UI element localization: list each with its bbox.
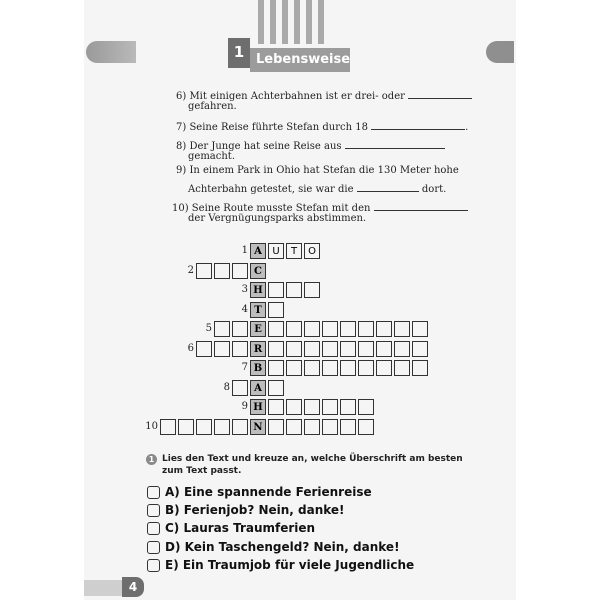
crossword-cell[interactable] bbox=[322, 360, 338, 376]
option-c[interactable]: C) Lauras Traumferien bbox=[147, 521, 315, 537]
chapter-number: 1 bbox=[233, 43, 245, 61]
crossword-cell[interactable] bbox=[358, 360, 374, 376]
crossword-key-cell[interactable]: B bbox=[250, 360, 266, 376]
crossword-cell[interactable] bbox=[358, 419, 374, 435]
question-6-cont: gefahren. bbox=[188, 101, 237, 112]
crossword-row-number: 10 bbox=[145, 421, 158, 432]
crossword-row-number: 3 bbox=[241, 284, 248, 295]
crossword-cell[interactable] bbox=[340, 419, 356, 435]
crossword-cell[interactable] bbox=[394, 360, 410, 376]
crossword-cell[interactable] bbox=[376, 321, 392, 337]
crossword-cell[interactable] bbox=[286, 282, 302, 298]
answer-blank[interactable] bbox=[345, 139, 445, 149]
option-e[interactable]: E) Ein Traumjob für viele Jugendliche bbox=[147, 558, 414, 574]
crossword-cell[interactable] bbox=[286, 321, 302, 337]
task-instruction: Lies den Text und kreuze an, welche Überschrift am besten zum Text passt. bbox=[162, 454, 463, 476]
crossword-key-cell[interactable]: H bbox=[250, 282, 266, 298]
crossword-cell[interactable] bbox=[358, 399, 374, 415]
crossword-filled-cell[interactable]: U bbox=[268, 243, 284, 259]
crossword-cell[interactable] bbox=[214, 341, 230, 357]
crossword-cell[interactable] bbox=[412, 360, 428, 376]
question-10-cont: der Vergnügungsparks abstimmen. bbox=[188, 213, 367, 224]
checkbox[interactable] bbox=[147, 541, 160, 554]
crossword-cell[interactable] bbox=[322, 341, 338, 357]
crossword-cell[interactable] bbox=[376, 360, 392, 376]
crossword-cell[interactable] bbox=[322, 419, 338, 435]
question-8: 8) Der Junge hat seine Reise aus bbox=[176, 139, 445, 153]
answer-blank[interactable] bbox=[357, 182, 419, 192]
crossword-row-number: 2 bbox=[187, 265, 194, 276]
crossword-row-number: 4 bbox=[241, 304, 248, 315]
question-9: 9) In einem Park in Ohio hat Stefan die 130 Meter hohe bbox=[176, 165, 459, 176]
crossword-cell[interactable] bbox=[196, 263, 212, 279]
crossword-key-cell[interactable]: R bbox=[250, 341, 266, 357]
crossword-cell[interactable] bbox=[214, 263, 230, 279]
header-decor-left bbox=[86, 41, 136, 63]
crossword-cell[interactable] bbox=[304, 419, 320, 435]
question-10: 10) Seine Route musste Stefan mit den bbox=[172, 201, 468, 215]
answer-blank[interactable] bbox=[371, 120, 465, 130]
crossword-cell[interactable] bbox=[340, 360, 356, 376]
crossword-cell[interactable] bbox=[304, 282, 320, 298]
crossword-cell[interactable] bbox=[268, 380, 284, 396]
crossword-cell[interactable] bbox=[286, 360, 302, 376]
crossword-row-number: 5 bbox=[205, 323, 212, 334]
option-d[interactable]: D) Kein Taschengeld? Nein, danke! bbox=[147, 540, 400, 556]
page-number: 4 bbox=[122, 577, 144, 597]
crossword-cell[interactable] bbox=[232, 419, 248, 435]
crossword-cell[interactable] bbox=[322, 321, 338, 337]
checkbox[interactable] bbox=[147, 522, 160, 535]
question-7: 7) Seine Reise führte Stefan durch 18 . bbox=[176, 122, 469, 133]
question-8-cont: gemacht. bbox=[188, 151, 236, 162]
crossword-cell[interactable] bbox=[286, 341, 302, 357]
crossword-cell[interactable] bbox=[358, 321, 374, 337]
crossword-cell[interactable] bbox=[178, 419, 194, 435]
crossword-cell[interactable] bbox=[268, 399, 284, 415]
crossword-key-cell[interactable]: A bbox=[250, 243, 266, 259]
crossword-cell[interactable] bbox=[340, 399, 356, 415]
crossword-cell[interactable] bbox=[394, 321, 410, 337]
crossword-cell[interactable] bbox=[232, 321, 248, 337]
crossword-key-cell[interactable]: E bbox=[250, 321, 266, 337]
checkbox[interactable] bbox=[147, 559, 160, 572]
answer-blank[interactable] bbox=[374, 201, 468, 211]
crossword-cell[interactable] bbox=[160, 419, 176, 435]
crossword-row-number: 7 bbox=[241, 362, 248, 373]
question-9-cont: Achterbahn getestet, sie war die dort. bbox=[188, 184, 447, 195]
crossword-cell[interactable] bbox=[340, 321, 356, 337]
option-b[interactable]: B) Ferienjob? Nein, danke! bbox=[147, 503, 345, 519]
crossword-row-number: 6 bbox=[187, 343, 194, 354]
header-decor-right bbox=[486, 41, 514, 63]
crossword-cell[interactable] bbox=[196, 341, 212, 357]
crossword-cell[interactable] bbox=[268, 302, 284, 318]
crossword-key-cell[interactable]: H bbox=[250, 399, 266, 415]
crossword-cell[interactable] bbox=[304, 341, 320, 357]
checkbox[interactable] bbox=[147, 504, 160, 517]
crossword-row-number: 8 bbox=[223, 382, 230, 393]
chapter-title: Lebensweise bbox=[256, 52, 351, 67]
crossword-cell[interactable] bbox=[286, 399, 302, 415]
crossword-cell[interactable] bbox=[304, 360, 320, 376]
crossword-key-cell[interactable]: T bbox=[250, 302, 266, 318]
crossword-cell[interactable] bbox=[268, 341, 284, 357]
checkbox[interactable] bbox=[147, 486, 160, 499]
question-6: 6) Mit einigen Achterbahnen ist er drei- oder bbox=[176, 89, 472, 103]
crossword-cell[interactable] bbox=[268, 321, 284, 337]
crossword-filled-cell[interactable]: O bbox=[304, 243, 320, 259]
crossword-row-number: 9 bbox=[241, 401, 248, 412]
crossword-key-cell[interactable]: A bbox=[250, 380, 266, 396]
crossword-key-cell[interactable]: N bbox=[250, 419, 266, 435]
crossword-cell[interactable] bbox=[232, 263, 248, 279]
answer-blank[interactable] bbox=[408, 89, 472, 99]
crossword-cell[interactable] bbox=[394, 341, 410, 357]
crossword-cell[interactable] bbox=[412, 321, 428, 337]
option-a[interactable]: A) Eine spannende Ferienreise bbox=[147, 485, 372, 501]
crossword-cell[interactable] bbox=[376, 341, 392, 357]
crossword-cell[interactable] bbox=[304, 321, 320, 337]
crossword-filled-cell[interactable]: T bbox=[286, 243, 302, 259]
crossword-row-number: 1 bbox=[241, 245, 248, 256]
crossword-cell[interactable] bbox=[232, 341, 248, 357]
crossword-cell[interactable] bbox=[232, 380, 248, 396]
crossword-cell[interactable] bbox=[286, 419, 302, 435]
crossword-cell[interactable] bbox=[268, 282, 284, 298]
crossword-cell[interactable] bbox=[412, 341, 428, 357]
crossword-cell[interactable] bbox=[268, 360, 284, 376]
crossword-cell[interactable] bbox=[214, 419, 230, 435]
crossword-cell[interactable] bbox=[322, 399, 338, 415]
crossword-cell[interactable] bbox=[214, 321, 230, 337]
crossword-cell[interactable] bbox=[304, 399, 320, 415]
crossword-key-cell[interactable]: C bbox=[250, 263, 266, 279]
crossword-cell[interactable] bbox=[268, 419, 284, 435]
task-number-icon: 1 bbox=[146, 454, 157, 465]
header-stripes bbox=[258, 0, 338, 44]
crossword-cell[interactable] bbox=[358, 341, 374, 357]
crossword-cell[interactable] bbox=[196, 419, 212, 435]
crossword-cell[interactable] bbox=[340, 341, 356, 357]
